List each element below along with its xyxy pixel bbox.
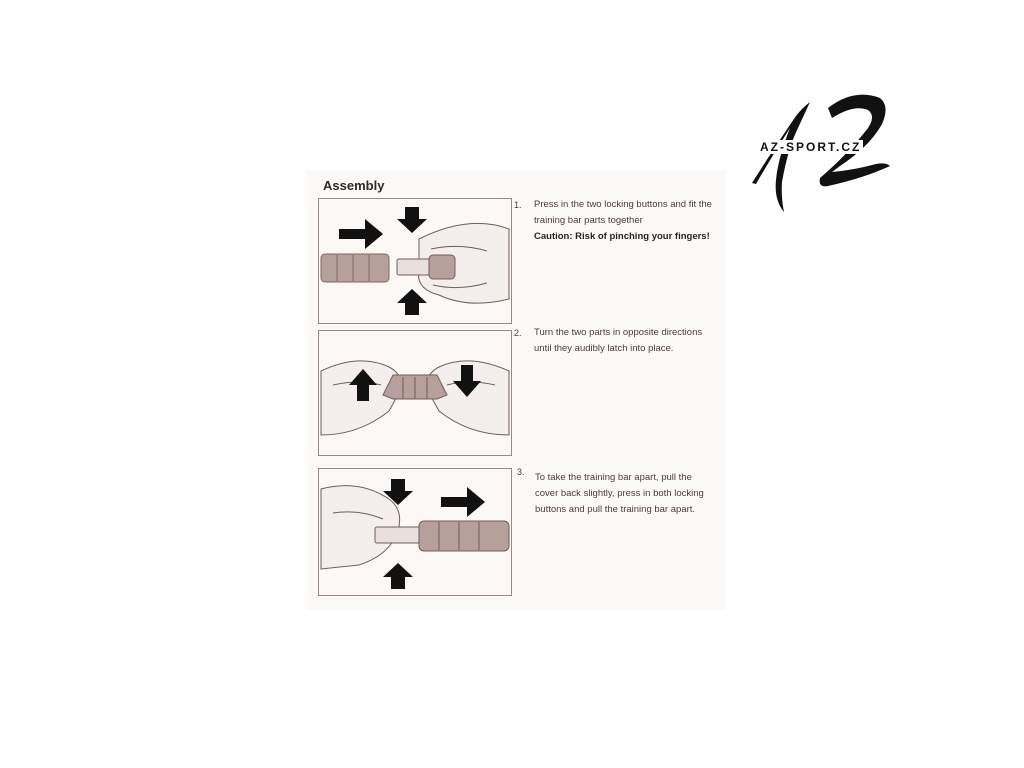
step-1-text: [534, 197, 719, 245]
arrow-right-icon: [339, 219, 383, 249]
foam-grip-left: [321, 254, 389, 282]
step-1-caution: Caution: Risk of pinching your fingers!: [534, 231, 710, 242]
foam-grip-right: [419, 521, 509, 551]
arrow-up-icon: [397, 289, 427, 315]
bar-end-piece: [397, 255, 455, 279]
logo-wordmark: AZ-SPORT.CZ: [760, 140, 862, 154]
assembly-heading: Assembly: [323, 178, 385, 193]
step-1-instruction: Press in the two locking buttons and fit the training bar parts together: [534, 199, 712, 226]
bar-end-piece: [375, 527, 423, 543]
foam-grip-joined: [383, 375, 447, 399]
step-2-illustration: [318, 330, 512, 456]
arrow-down-icon: [397, 207, 427, 233]
step-1-illustration: [318, 198, 512, 324]
step-3-illustration: [318, 468, 512, 596]
arrow-right-icon: [441, 487, 485, 517]
step-2-number: 2.: [514, 328, 522, 338]
step-2-text: Turn the two parts in opposite directions until they audibly latch into place.: [534, 327, 703, 354]
arrow-up-icon: [383, 563, 413, 589]
step-3-text: To take the training bar apart, pull the cover back slightly, press in both locking buttons and pull the training bar apart.: [535, 472, 704, 515]
step-3-number: 3.: [517, 467, 525, 477]
step-1-number: 1.: [514, 200, 522, 210]
